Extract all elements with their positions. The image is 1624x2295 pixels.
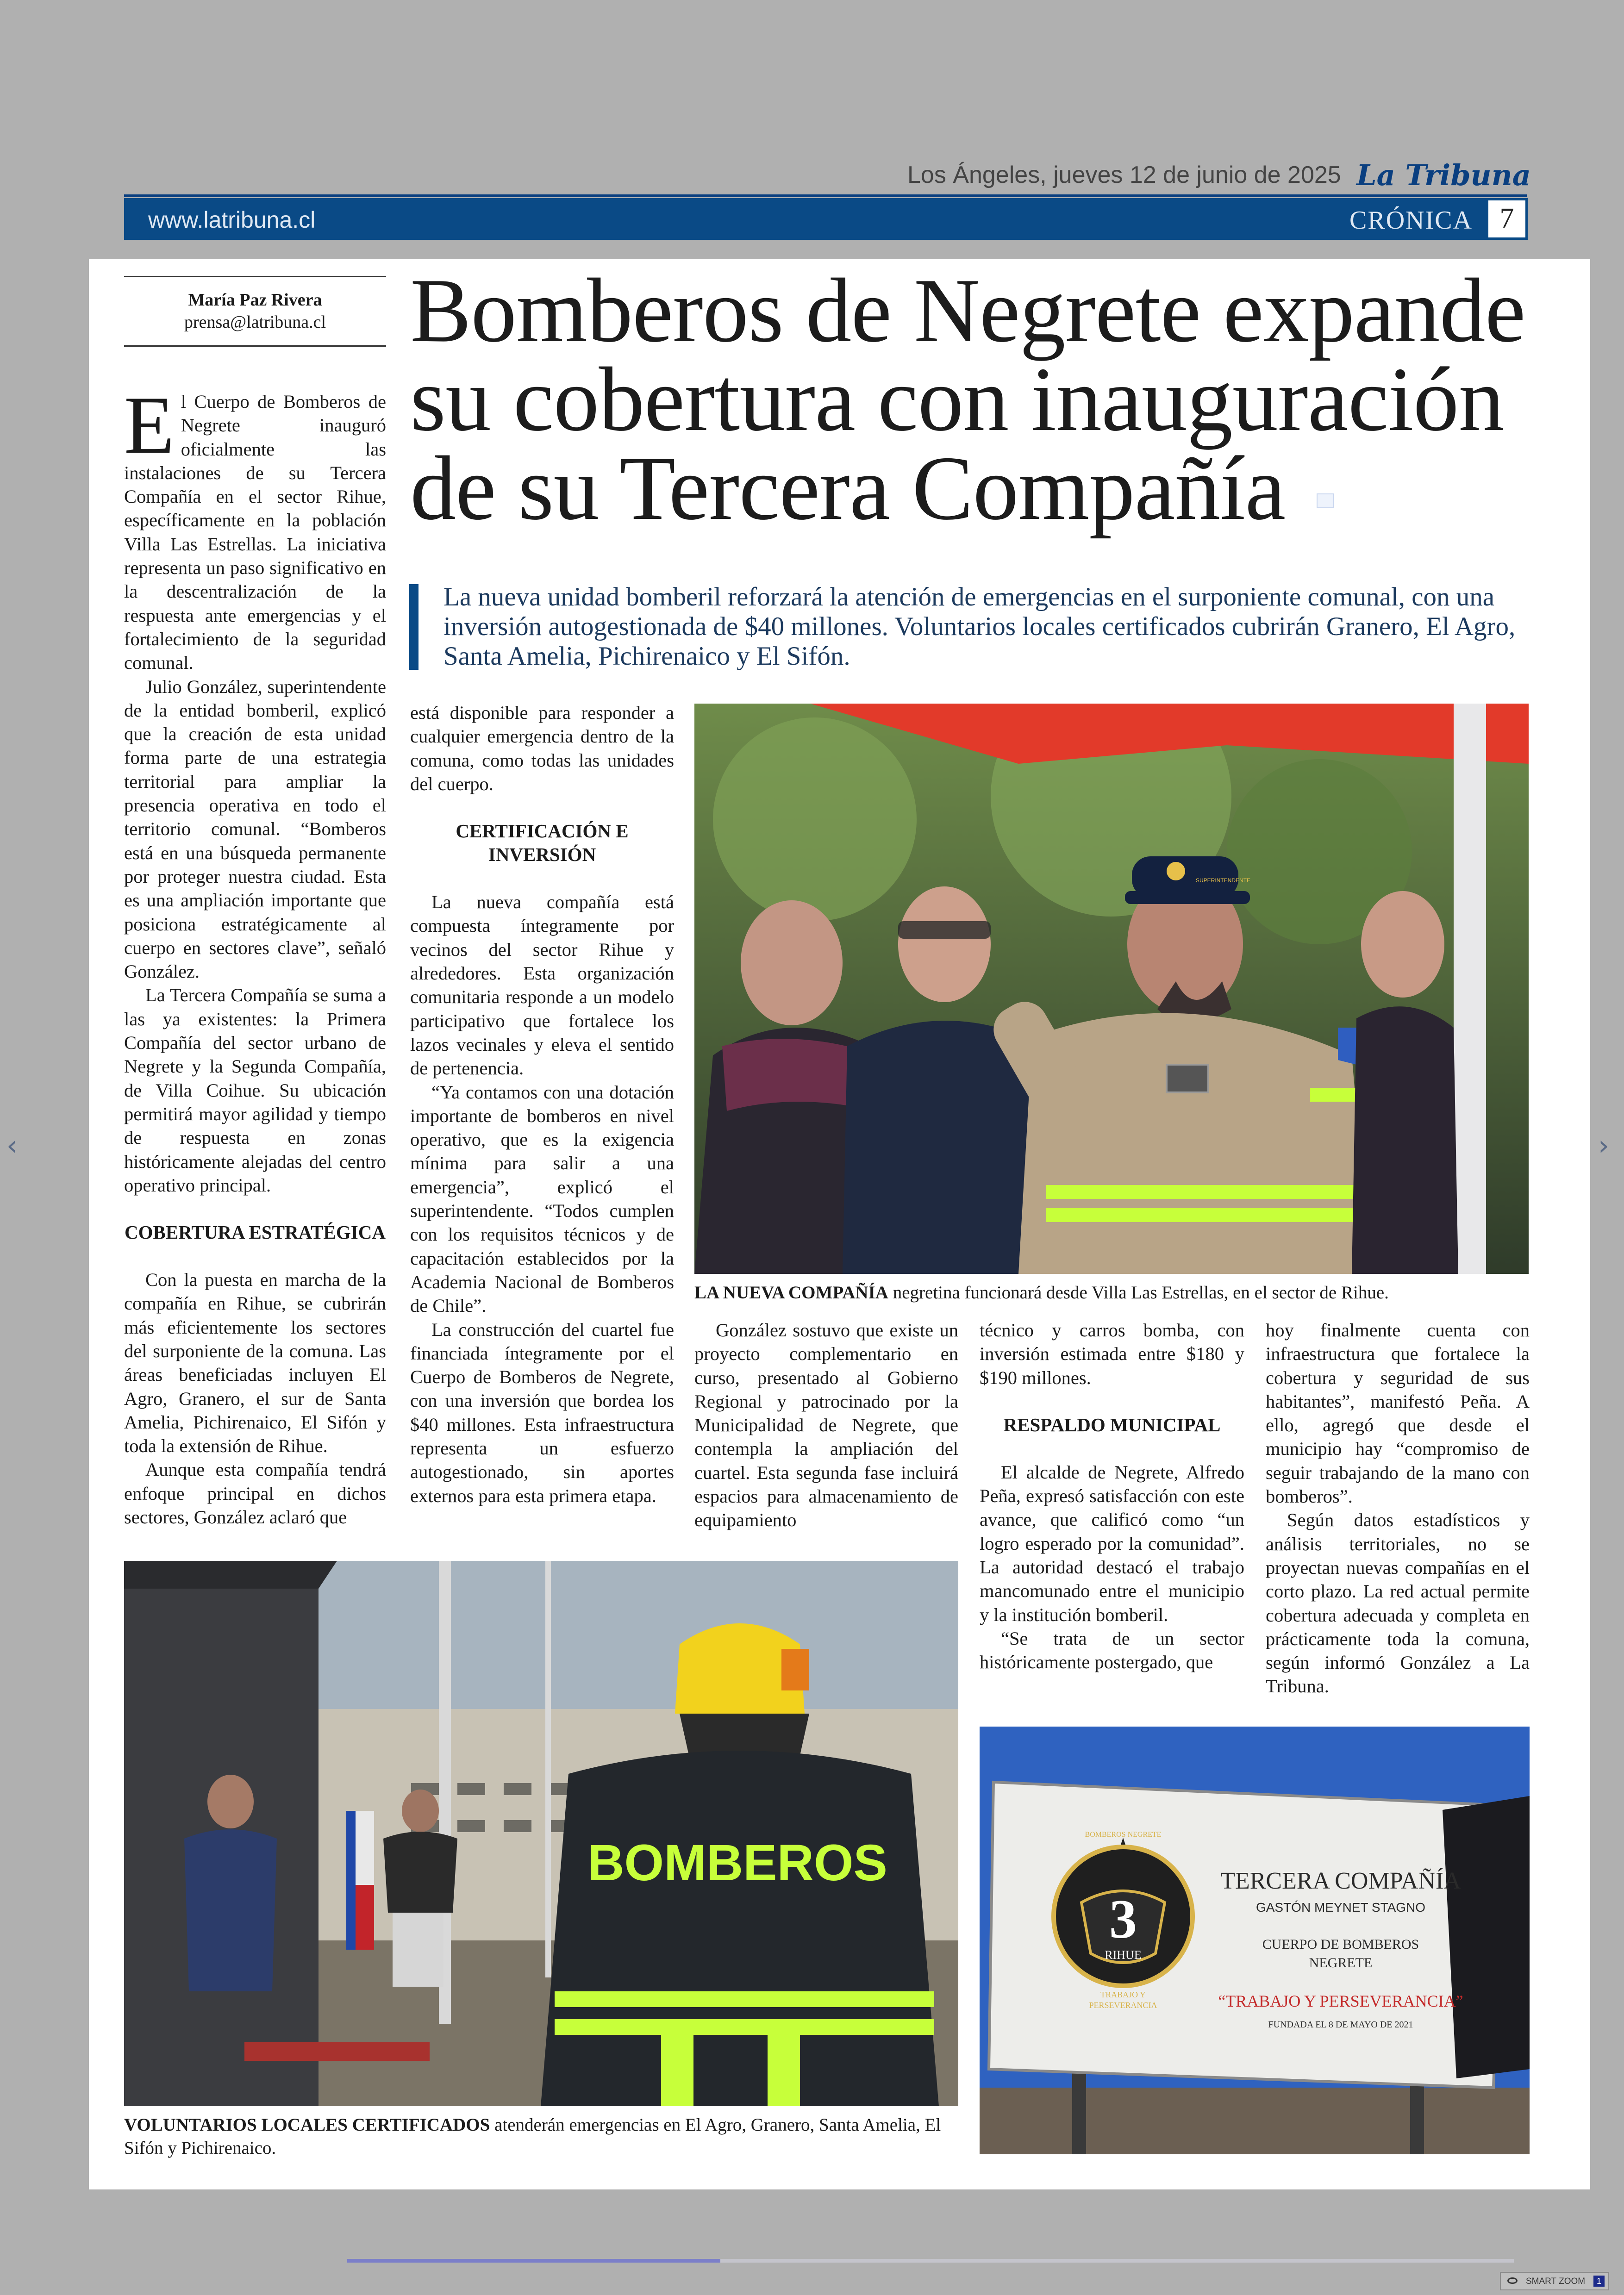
subhead-respaldo: RESPALDO MUNICIPAL (1003, 1414, 1221, 1435)
subhead-cobertura: COBERTURA ESTRATÉGICA (125, 1222, 386, 1243)
paragraph: Con la puesta en marcha de la compañía en Rihue, se cubrirán más eficientemente los sectores del surponiente de la comuna. Las áreas beneficiadas incluyen El Agro, Granero, el sur de Santa Amelia, Pichirenaico, El Sifón y toda la extensión de Rihue. (124, 1269, 386, 1457)
site-url: www.latribuna.cl (148, 207, 316, 233)
next-page-chevron-icon[interactable]: › (1598, 1129, 1609, 1162)
photo-firefighter-illustration (124, 1561, 958, 2106)
photo-ceremony-salute (694, 704, 1529, 1274)
zoom-level-badge: 1 (1593, 2276, 1605, 2287)
paragraph (124, 379, 386, 675)
section-label: CRÓNICA (1349, 206, 1473, 235)
dateline: Los Ángeles, jueves 12 de junio de 2025 (907, 162, 1341, 188)
smart-zoom-button[interactable] (1500, 2272, 1609, 2290)
paragraph: González sostuvo que existe un proyecto complementario en curso, presentado al Gobierno Regional y patrocinado por la Municipalidad de Negrete, que contempla la ampliación del cuartel. Esta segunda fase incluirá espacios para almacenamiento de equipamiento (694, 1320, 958, 1531)
paragraph: está disponible para responder a cualquier emergencia dentro de la comuna, como todas las unidades del cuerpo. (410, 702, 674, 794)
caption-lead: VOLUNTARIOS LOCALES CERTIFICADOS (124, 2115, 490, 2135)
article-column-3 (694, 1318, 958, 1532)
photo-caption-1 (694, 1281, 1532, 1304)
paragraph: Según datos estadísticos y análisis territoriales, no se proyectan nuevas compañías en el corto plazo. La red actual permite cobertura adecuada y completa en prácticamente toda la comuna, según informó González a La Tribuna. (1266, 1509, 1530, 1697)
masthead-bar (124, 198, 1527, 240)
sign-org-2: NEGRETE (1309, 1955, 1373, 1971)
badge-top-text: BOMBEROS NEGRETE (1085, 1831, 1162, 1839)
masthead-rule (124, 194, 1527, 197)
headline: Bomberos de Negrete expande su cobertura con inauguración de su Tercera Compañía (410, 260, 1525, 539)
photo-sign-illustration (980, 1727, 1530, 2154)
article-column-5 (1266, 1318, 1530, 1698)
byline-rule-top (124, 276, 386, 277)
deck-accent-bar (409, 584, 418, 670)
sign-org-1: CUERPO DE BOMBEROS (1262, 1937, 1419, 1952)
paragraph: hoy finalmente cuenta con infraestructura que fortalece la cobertura y seguridad de sus habitantes”, manifestó Peña. A ello, agregó que desde el municipio hay “compromiso de seguir trabajando de la mano con bomberos”. (1266, 1320, 1530, 1507)
photo-caption-2 (124, 2114, 962, 2160)
sign-title: TERCERA COMPAÑÍA (1220, 1868, 1461, 1894)
paragraph: La Tercera Compañía se suma a las ya existentes: la Primera Compañía del sector urbano de Negrete y la Segunda Compañía, de Villa Coihue. Su ubicación permitirá mayor agilidad y tiempo de respuesta en zonas históricamente alejadas del centro operativo principal. (124, 985, 386, 1196)
caption-lead: LA NUEVA COMPAÑÍA (694, 1283, 888, 1303)
article-column-1 (124, 379, 386, 1529)
comment-marker-icon[interactable] (1317, 493, 1334, 508)
paragraph: Aunque esta compañía tendrá enfoque principal en dichos sectores, González aclaró que (124, 1459, 386, 1528)
sign-founded: FUNDADA EL 8 DE MAYO DE 2021 (1268, 2020, 1413, 2030)
paragraph: “Ya contamos con una dotación importante de bomberos en nivel operativo, que es la exigencia mínima para salir a una emergencia”, explicó el superintendente. “Todos cumplen con los requisitos técnicos y de capacitación establecidos por la Academia Nacional de Bomberos de Chile”. (410, 1081, 674, 1316)
article-column-4 (980, 1318, 1244, 1674)
newspaper-logo: La Tribuna (1356, 158, 1531, 192)
paragraph: El alcalde de Negrete, Alfredo Peña, expresó satisfacción con este avance, que calificó como “un logro esperado por la comunidad”. La autoridad destacó el trabajo mancomunado entre el municipio y la institución bomberil. (980, 1461, 1244, 1625)
drop-cap: E (124, 379, 175, 471)
sign-motto: “TRABAJO Y PERSEVERANCIA” (1218, 1992, 1463, 2010)
badge-motto-1: TRABAJO Y (1100, 1990, 1146, 1999)
jacket-text: BOMBEROS (587, 1834, 887, 1891)
paragraph: Julio González, superintendente de la entidad bomberil, explicó que la creación de esta unidad forma parte de una estrategia territorial para ampliar la presencia operativa en todo el territorio comunal. “Bomberos está en una búsqueda permanente por proteger nuestra ciudad. Esta es una ampliación importante que posiciona estratégicamente al cuerpo en sectores clave”, señaló González. (124, 676, 386, 982)
byline-rule-bottom (124, 345, 386, 347)
photo-company-sign (980, 1727, 1530, 2154)
deck: La nueva unidad bomberil reforzará la atención de emergencias en el surponiente comunal, con una inversión autogestionada de $40 millones. Voluntarios locales certificados cubrirán Granero, El Agro, Santa Amelia, Pichirenaico y El Sifón. (443, 582, 1516, 671)
photo-firefighter-ceremony (124, 1561, 958, 2106)
paragraph: técnico y carros bomba, con inversión estimada entre $180 y $190 millones. (980, 1320, 1244, 1388)
byline-author: María Paz Rivera (188, 290, 322, 310)
eye-icon (1507, 2277, 1518, 2284)
paragraph: La nueva compañía está compuesta íntegramente por vecinos del sector Rihue y alrededores. Esta organización comunitaria responde a un modelo participativo que fortalece los lazos vecinales y eleva el sentido de pertenencia. (410, 892, 674, 1079)
page-progress-fill (347, 2259, 720, 2263)
paragraph-text: l Cuerpo de Bomberos de Negrete inauguró oficialmente las instalaciones de su Tercera Compañía en el sector Rihue, específicamente en la población Villa Las Estrellas. La iniciativa representa un paso significativo en la descentralización de la respuesta ante emergencias y el fortalecimiento de la seguridad comunal. (124, 391, 386, 674)
badge-motto-2: PERSEVERANCIA (1089, 2001, 1157, 2010)
smart-zoom-label: SMART ZOOM (1526, 2276, 1586, 2286)
page-number: 7 (1486, 198, 1528, 240)
cap-label: SUPERINTENDENTE (1196, 877, 1251, 884)
article-column-2 (410, 701, 674, 1508)
badge-place: RIHUE (1105, 1948, 1142, 1962)
photo-ceremony-illustration (694, 704, 1529, 1274)
badge-number: 3 (1109, 1888, 1137, 1950)
subhead-certificacion: CERTIFICACIÓN E INVERSIÓN (456, 820, 629, 866)
prev-page-chevron-icon[interactable]: ‹ (6, 1129, 18, 1162)
caption-text: negretina funcionará desde Villa Las Estrellas, en el sector de Rihue. (888, 1283, 1389, 1303)
paragraph: “Se trata de un sector históricamente postergado, que (980, 1628, 1244, 1673)
caption-text: atenderán emergencias en El Agro, Granero, Santa Amelia, El Sifón y Pichirenaico. (124, 2115, 941, 2158)
byline-email: prensa@latribuna.cl (184, 312, 326, 332)
sign-name: GASTÓN MEYNET STAGNO (1255, 1900, 1426, 1915)
paragraph: La construcción del cuartel fue financiada íntegramente por el Cuerpo de Bomberos de Negrete, con una inversión que bordea los $40 millones. Esta infraestructura representa un esfuerzo autogestionado, sin aportes externos para esta primera etapa. (410, 1319, 674, 1506)
